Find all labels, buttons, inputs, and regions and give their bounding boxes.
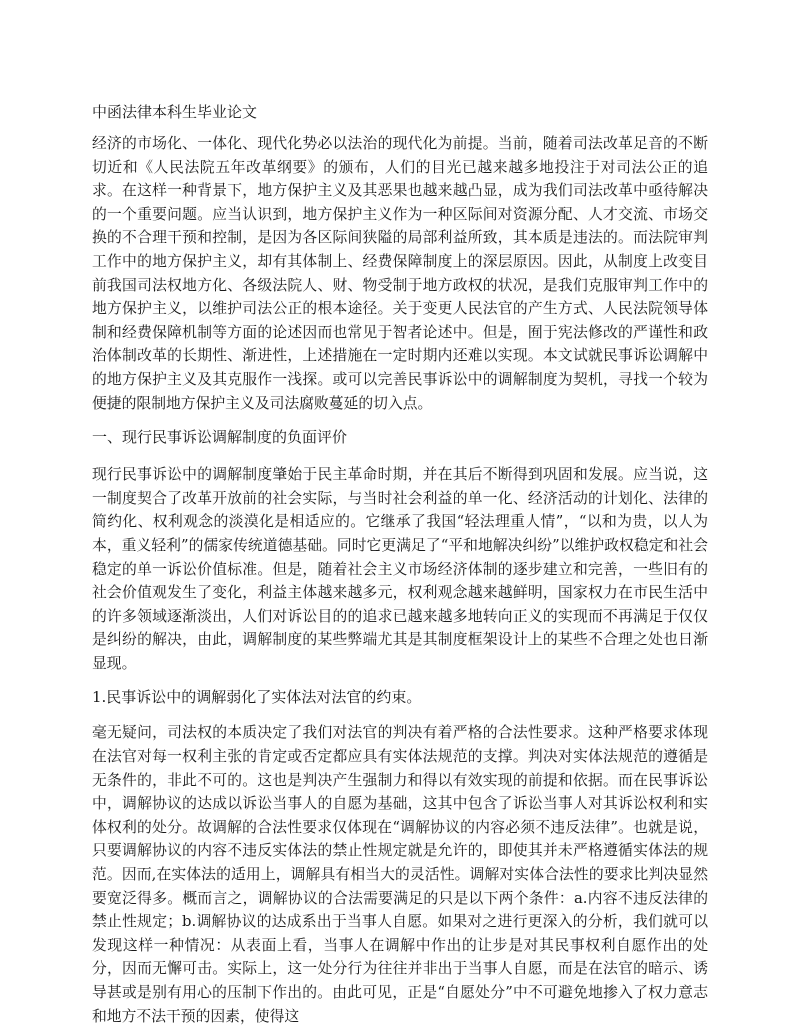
- document-title: 中函法律本科生毕业论文: [92, 103, 258, 121]
- intro-paragraph: 经济的市场化、一体化、现代化势必以法治的现代化为前提。当前，随着司法改革足音的不断切近和《人民法院五年改革纲要》的颁布，人们的目光已越来越多地投注于对司法公正的追求。在这样一种背景下，地方保护主义及其恶果也越来越凸显，成为我们司法改革中亟待解决的一个重要问题。应当认识到，地方保护主义作为一种区际间对资源分配、人才交流、市场交换的不合理干预和控制，是因为各区际间狭隘的局部利益所致，其本质是违法的。而法院审判工作中的地方保护主义，却有其体制上、经费保障制度上的深层原因。因此，从制度上改变目前我国司法权地方化、各级法院人、财、物受制于地方政权的状况，是我们克服审判工作中的地方保护主义，以维护司法公正的根本途径。关于变更人民法官的产生方式、人民法院领导体制和经费保障机制等方面的论述因而也常见于智者论述中。但是，囿于宪法修改的严谨性和政治体制改革的长期性、渐进性，上述措施在一定时期内还难以实现。本文试就民事诉讼调解中的地方保护主义及其克服作一浅探。或可以完善民事诉讼中的调解制度为契机，寻找一个较为便捷的限制地方保护主义及司法腐败蔓延的切入点。: [92, 135, 708, 412]
- subsection-1-paragraph: 毫无疑问，司法权的本质决定了我们对法官的判决有着严格的合法性要求。这种严格要求体现在法官对每一权利主张的肯定或否定都应具有实体法规范的支撑。判决对实体法规范的遵循是无条件的，非此不可的。这也是判决产生强制力和得以有效实现的前提和依据。而在民事诉讼中，调解协议的达成以诉讼当事人的自愿为基础，这其中包含了诉讼当事人对其诉讼权利和实体权利的处分。故调解的合法性要求仅体现在“调解协议的内容必须不违反法律”。也就是说，只要调解协议的内容不违反实体法的禁止性规定就是允许的，即使其并未严格遵循实体法的规范。因而,在实体法的适用上，调解具有相当大的灵活性。调解对实体合法性的要求比判决显然要宽泛得多。概而言之，调解协议的合法需要满足的只是以下两个条件：a.内容不违反法律的禁止性规定；b.调解协议的达成系出于当事人自愿。如果对之进行更深入的分析，我们就可以发现这样一种情况：从表面上看，当事人在调解中作出的让步是对其民事权利自愿作出的处分，因而无懈可击。实际上，这一处分行为往往并非出于当事人自愿，而是在法官的暗示、诱导甚或是别有用心的压制下作出的。由此可见，正是“自愿处分”中不可避免地掺入了权力意志和地方不法干预的因素，使得这: [92, 724, 708, 1025]
- section-1-paragraph: 现行民事诉讼中的调解制度肇始于民主革命时期，并在其后不断得到巩固和发展。应当说，这一制度契合了改革开放前的社会实际，与当时社会利益的单一化、经济活动的计划化、法律的简约化、权利观念的淡漠化是相适应的。它继承了我国“轻法理重人情”，“以和为贵，以人为本，重义轻利”的儒家传统道德基础。同时它更满足了“平和地解决纠纷”以维护政权稳定和社会稳定的单一诉讼价值标准。但是，随着社会主义市场经济体制的逐步建立和完善，一些旧有的社会价值观发生了变化，利益主体越来越多元，权利观念越来越鲜明，国家权力在市民生活中的许多领域逐渐淡出，人们对诉讼目的的追求已越来越多地转向正义的实现而不再满足于仅仅是纠纷的解决，由此，调解制度的某些弊端尤其是其制度框架设计上的某些不合理之处也日渐显现。: [92, 466, 708, 672]
- section-1-heading: 一、现行民事诉讼调解制度的负面评价: [92, 428, 348, 447]
- document-page: [92, 100, 708, 1030]
- subsection-1-heading: 1.民事诉讼中的调解弱化了实体法对法官的约束。: [92, 688, 422, 707]
